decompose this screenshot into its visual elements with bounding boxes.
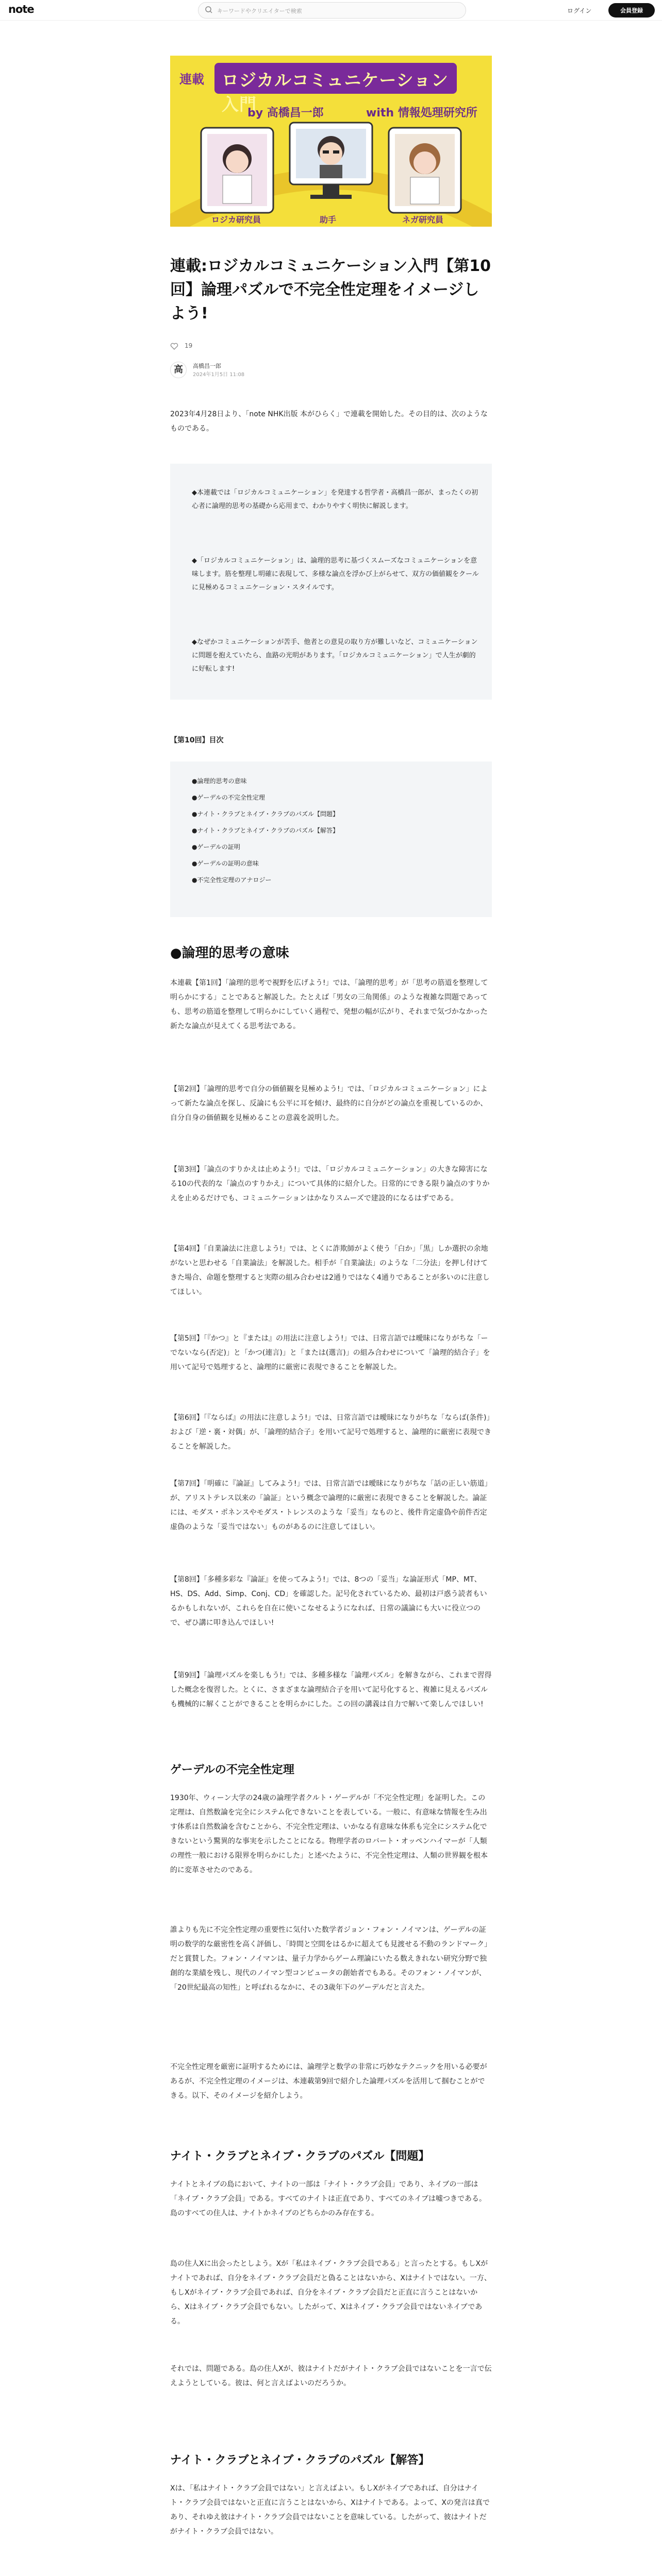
hero-with-line: with 情報処理研究所 <box>366 107 477 120</box>
body-paragraph: 島の住人Xに出会ったとしよう。Xが「私はネイブ・クラブ会員である」と言ったとする。もしXがナイトであれば、自分をネイブ・クラブ会員だと偽ることはないから、Xはナイトではない。一方、もしXがネイブ・クラブ会員であれば、自分をネイブ・クラブ会員だと正直に言うことはないから、Xはネイブ・クラブ会員でもない。したがって、Xはネイブ・クラブ会員ではないネイブである。 <box>170 2260 491 2326</box>
toc-item[interactable]: ●ゲーデルの証明 <box>192 843 240 851</box>
hero-series-label: 連載 <box>179 72 204 87</box>
top-header <box>0 0 662 21</box>
hero-name-right: ネガ研究員 <box>402 215 444 225</box>
body-paragraph: 誰よりも先に不完全性定理の重要性に気付いた数学者ジョン・フォン・ノイマンは、ゲーデルの証明の数学的な厳密性を高く評価し、「時間と空間をはるかに超えても見渡せる不動のランドマーク」だと賞賛した。フォン・ノイマンは、量子力学からゲーム理論にいたる数えきれない研究分野で独創的な業績を残し、現代のノイマン型コンピュータの創始者でもある。そのフォン・ノイマンが、「20世紀最高の知性」と呼ばれるなかに、その3歳年下のゲーデルだと言えた。 <box>170 1926 491 1992</box>
toc-item[interactable]: ●ゲーデルの不完全性定理 <box>192 794 265 801</box>
body-paragraph: 【第3回】「論点のすりかえは止めよう!」では、「ロジカルコミュニケーション」の大きな障害になる10の代表的な「論点のすりかえ」について具体的に紹介した。日常的にできる限り論点のすりかえを止めるだけでも、コミュニケーションはかなりスムーズで建設的になるはずである。 <box>170 1165 490 1202</box>
hero-title: ロジカルコミュニケーション入門 <box>222 70 449 114</box>
body-paragraph: 【第9回】「論理パズルを楽しもう!」では、多種多様な「論理パズル」を解きながら、これまで習得した概念を復習した。とくに、さまざまな論理結合子を用いて記号化すると、複雑に見えるパズルも機械的に解くことができることを明らかにした。この回の講義は自力で解いて楽しんでほしい! <box>170 1671 492 1708</box>
signup-button[interactable]: 会員登録 <box>608 3 655 18</box>
toc-heading: 【第10回】目次 <box>170 736 224 744</box>
body-paragraph: それでは、問題である。島の住人Xが、彼はナイトだがナイト・クラブ会員ではないことを一言で伝えようとしている。彼は、何と言えばよいのだろうか。 <box>170 2365 492 2387</box>
article-title: 連載:ロジカルコミュニケーション入門【第10回】論理パズルで不完全性定理をイメージしよう! <box>170 257 491 323</box>
toc-item[interactable]: ●ナイト・クラブとネイブ・クラブのパズル【解答】 <box>192 827 339 834</box>
body-paragraph: 【第6回】「『ならば』の用法に注意しよう!」では、日常言語では曖昧になりがちな「ならば(条件)」および「逆・裏・対偶」が、「論理的結合子」を用いて記号で処理すると、論理的に厳密に表現できることを解説した。 <box>170 1414 491 1451</box>
body-paragraph: 本連載【第1回】「論理的思考で視野を広げよう!」では、「論理的思考」が「思考の筋道を整理して明らかにする」ことであると解説した。たとえば「男女の三角関係」のような複雑な問題であっても、思考の筋道を整理して明らかにしていく過程で、発想の幅が広がり、それまで気づかなかった新たな論点が見えてくる思考法である。 <box>170 979 488 1030</box>
notice-paragraph: ◆「ロジカルコミュニケーション」は、論理的思考に基づくスムーズなコミュニケーションを意味します。筋を整理し明確に表現して、多様な論点を浮かび上がらせて、双方の価値観をクールに見極めるコミュニケーション・スタイルです。 <box>192 557 479 591</box>
body-paragraph: 1930年、ウィーン大学の24歳の論理学者クルト・ゲーデルが「不完全性定理」を証明した。この定理は、自然数論を完全にシステム化できないことを表している。一般に、有意味な情報を生み出す体系は自然数論を含むことから、不完全性定理は、いかなる有意味な体系も完全にシステム化できないという驚異的な事実を示したことになる。物理学者のロバート・オッペンハイマーが「人類の理性一般における限界を明らかにした」と述べたように、不完全性定理は、人類の世界観を根本的に変革させたのである。 <box>170 1794 488 1874</box>
notice-paragraph: ◆なぜかコミュニケーションが苦手、他者との意見の取り方が難しいなど、コミュニケーションに問題を抱えていたら、血路の光明があります。「ロジカルコミュニケーション」で人生が劇的に好転します! <box>192 638 478 673</box>
hero-byline: by 高橋昌一郎 <box>247 107 324 120</box>
post-date: 2024年1月5日 11:08 <box>193 372 245 378</box>
search-box[interactable] <box>198 2 466 19</box>
login-link[interactable]: ログイン <box>567 7 592 14</box>
hero-banner <box>170 56 492 227</box>
toc-item[interactable]: ●ナイト・クラブとネイブ・クラブのパズル【問題】 <box>192 810 339 818</box>
toc-item[interactable]: ●ゲーデルの証明の意味 <box>192 860 259 867</box>
intro-paragraph: 2023年4月28日より、「note NHK出版 本がひらく」で連載を開始した。その目的は、次のようなものである。 <box>170 410 488 433</box>
table-of-contents <box>170 761 492 917</box>
body-paragraph: 不完全性定理を厳密に証明するためには、論理学と数学の非常に巧妙なテクニックを用いる必要があるが、不完全性定理のイメージは、本連載第9回で紹介した論理パズルを活用して掴むことができる。以下、そのイメージを紹介しよう。 <box>170 2063 487 2100</box>
author-row <box>170 361 376 379</box>
body-paragraph: 【第5回】「『かつ』と『または』の用法に注意しよう!」では、日常言語では曖昧になりがちな「ーでないなら(否定)」と「かつ(連言)」と「または(選言)」の組み合わせについて「論理的結合子」を用いて記号で処理すると、論理的に厳密に表現できることを解説した。 <box>170 1334 490 1371</box>
search-input[interactable] <box>216 5 455 17</box>
hero-name-left: ロジカ研究員 <box>211 215 261 225</box>
section-heading: ●論理的思考の意味 <box>170 945 289 961</box>
section-heading: ナイト・クラブとネイブ・クラブのパズル【解答】 <box>170 2454 430 2467</box>
note-logo[interactable]: note <box>8 3 34 15</box>
search-icon <box>205 6 213 14</box>
section-heading: ナイト・クラブとネイブ・クラブのパズル【問題】 <box>170 2150 430 2163</box>
toc-item[interactable]: ●論理的思考の意味 <box>192 777 247 785</box>
toc-item[interactable]: ●不完全性定理のアナロジー <box>192 876 272 884</box>
body-paragraph: Xは、「私はナイト・クラブ会員ではない」と言えばよい。もしXがネイブであれば、自分はナイト・クラブ会員ではないと正直に言うことはないから、Xはナイトである。よって、Xの発言は真であり、それゆえ彼はナイト・クラブ会員ではないことを意味している。したがって、彼はナイトだがナイト・クラブ会員ではない。 <box>170 2484 490 2536</box>
section-heading: ゲーデルの不完全性定理 <box>170 1764 294 1776</box>
author-name[interactable]: 高橋昌一郎 <box>193 363 221 369</box>
notice-box <box>170 464 492 700</box>
author-avatar[interactable]: 高 <box>170 362 187 378</box>
body-paragraph: ナイトとネイブの島において、ナイトの一部は「ナイト・クラブ会員」であり、ネイブの一部は「ネイブ・クラブ会員」である。すべてのナイトは正直であり、すべてのネイブは嘘つきである。島のすべての住人は、ナイトかネイブのどちらかのみ存在する。 <box>170 2180 487 2217</box>
like-count: 19 <box>185 342 193 349</box>
body-paragraph: 【第4回】「自業論法に注意しよう!」では、とくに詐欺師がよく使う「白か」「黒」しか選択の余地がないと思わせる「自業論法」を解説した。相手が「自業論法」のような「二分法」を押し付けてきた場合、命題を整理すると実際の組み合わせは2通りではなく4通りであることが多いのに注意してほしい。 <box>170 1245 490 1296</box>
notice-paragraph: ◆本連載では「ロジカルコミュニケーション」を発達する哲学者・高橋昌一郎が、まったくの初心者に論理的思考の基礎から応用まで、わかりやすく明快に解説します。 <box>192 489 478 510</box>
body-paragraph: 【第8回】「多種多彩な『論証』を使ってみよう!」では、8つの「妥当」な論証形式「MP、MT、HS、DS、Add、Simp、Conj、CD」を確認した。記号化されているため、最初は戸惑う読者もいるかもしれないが、これらを自在に使いこなせるようになれば、日常の議論にも大いに役立つので、ぜひ講に叩き込んでほしい! <box>170 1575 487 1627</box>
hero-name-center: 助手 <box>320 215 337 225</box>
heart-icon[interactable] <box>170 342 178 350</box>
body-paragraph: 【第2回】「論理的思考で自分の価値観を見極めよう!」では、「ロジカルコミュニケーション」によって新たな論点を探し、反論にも公平に耳を傾け、最終的に自分がどの論点を重視しているのか、自分自身の価値観を見極めることの意義を説明した。 <box>170 1085 488 1122</box>
body-paragraph: 【第7回】「明確に『論証』してみよう!」では、日常言語では曖昧になりがちな「話の正しい筋道」が、アリストテレス以来の「論証」という概念で論理的に厳密に表現できることを解説した。論証には、モダス・ポネンスやモダス・トレンスのような「妥当」なものと、後件肯定虚偽や前件否定虚偽のような「妥当ではない」ものがあるのに注意してほしい。 <box>170 1480 492 1531</box>
